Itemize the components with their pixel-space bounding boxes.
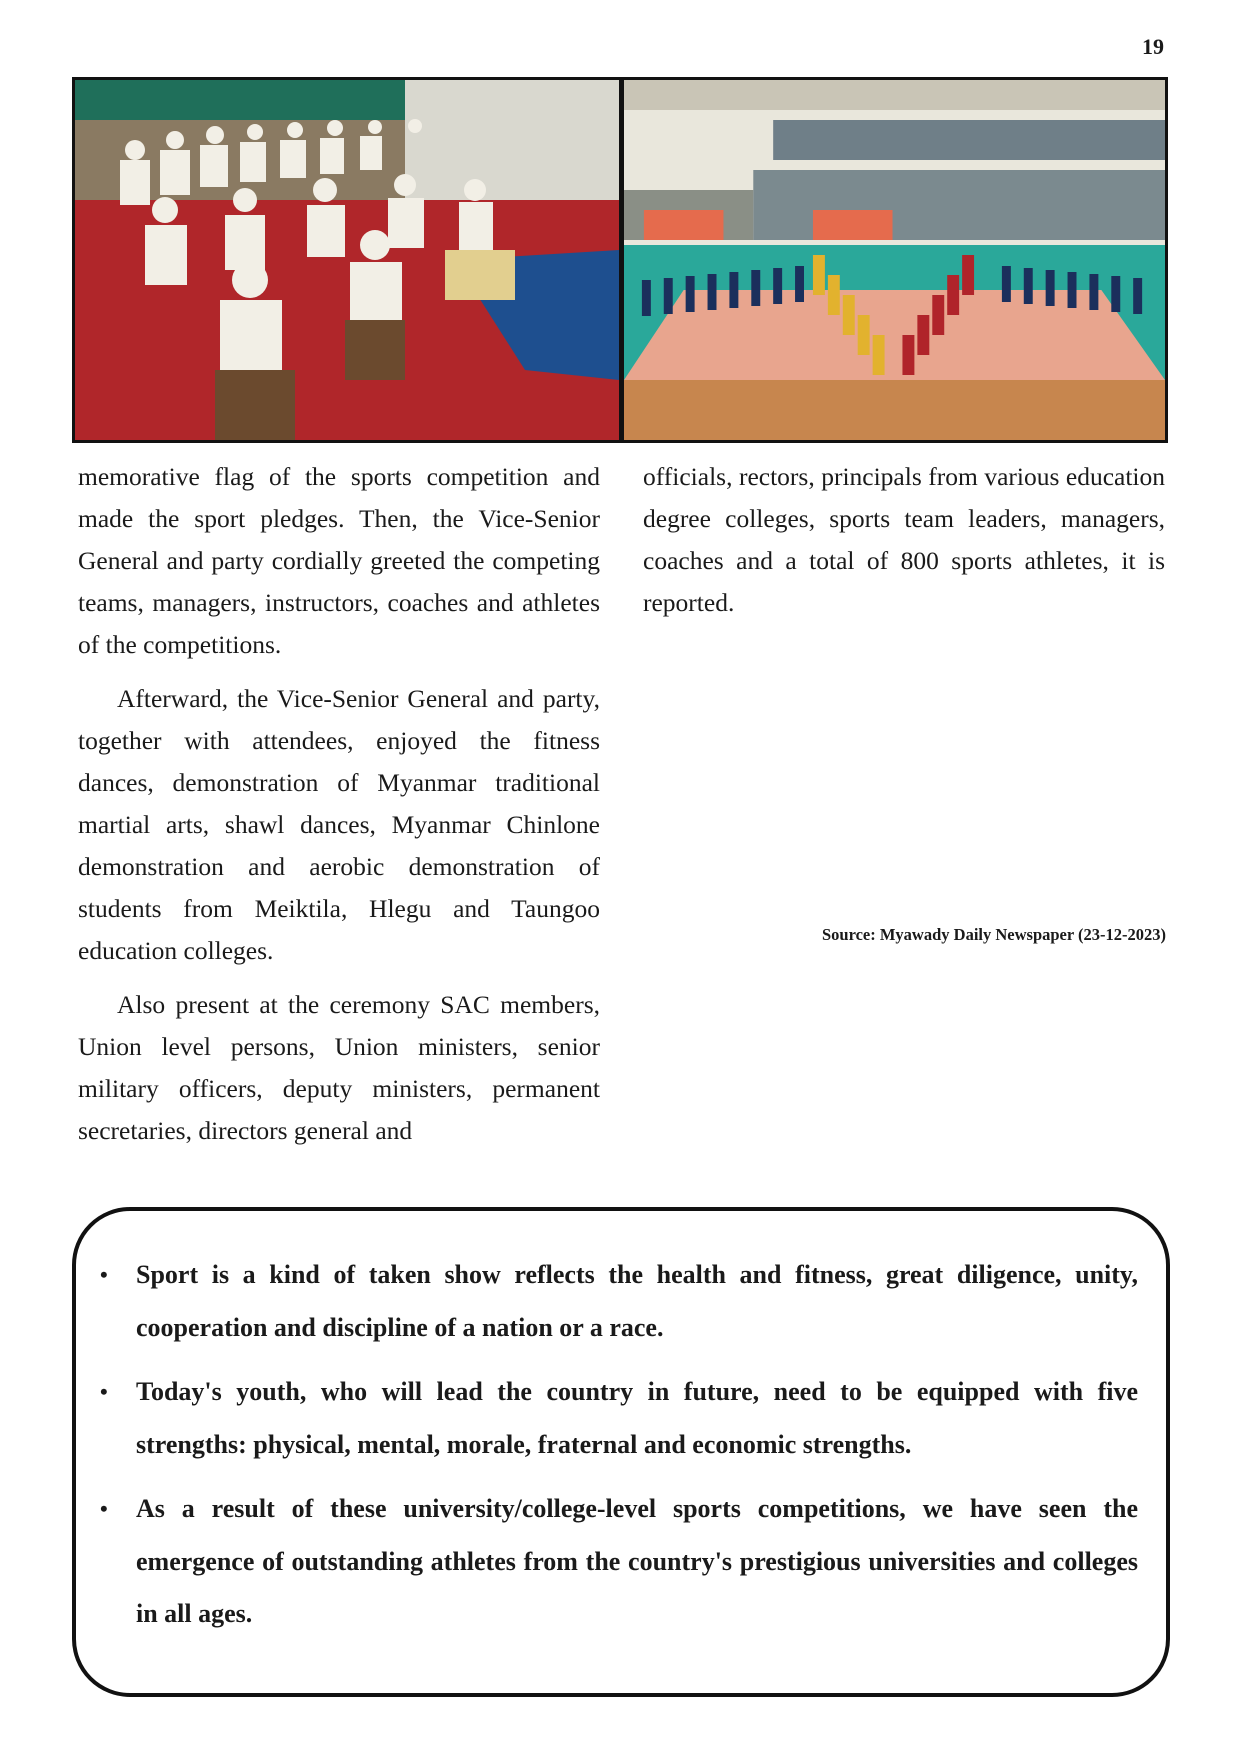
article-column-right xyxy=(643,456,1165,636)
photo-officials-seated-audience-icon xyxy=(75,80,619,440)
photo-officials-seated xyxy=(75,80,619,440)
article-column-left xyxy=(78,456,600,1164)
source-citation: Source: Myawady Daily Newspaper (23-12-2023) xyxy=(821,925,1166,944)
photo-athletes-formation xyxy=(624,80,1165,440)
photo-strip xyxy=(72,77,1168,443)
article-paragraph: officials, rectors, principals from various education degree colleges, sports team leaders, managers, coaches and a total of 800 sports athletes, it is reported. xyxy=(643,462,1165,617)
key-point-item xyxy=(100,1483,1138,1641)
key-point-text: Sport is a kind of taken show reflects the health and fitness, great diligence, unity, cooperation and discipline of a nation or a race. xyxy=(136,1260,1138,1342)
key-points-list xyxy=(76,1211,1166,1641)
bullet-icon: • xyxy=(100,1262,108,1287)
key-point-item xyxy=(100,1249,1138,1354)
key-points-box xyxy=(72,1207,1170,1697)
key-point-text: As a result of these university/college-level sports competitions, we have seen the emergence of outstanding athletes from the country's prestigious universities and colleges in all ages. xyxy=(136,1494,1138,1628)
article-paragraph: memorative flag of the sports competition and made the sport pledges. Then, the Vice-Senior General and party cordially greeted the competing teams, managers, instructors, coaches and athletes of the competitions. xyxy=(78,462,600,659)
key-point-text: Today's youth, who will lead the country in future, need to be equipped with five strengths: physical, mental, morale, fraternal and economic strengths. xyxy=(136,1377,1138,1459)
bullet-icon: • xyxy=(100,1379,108,1404)
article-paragraph: Also present at the ceremony SAC members, Union level persons, Union ministers, senior military officers, deputy ministers, permanent secretaries, directors general and xyxy=(78,990,600,1145)
key-point-item xyxy=(100,1366,1138,1471)
page-number: 19 xyxy=(1142,34,1164,59)
photo-athletes-formation-gym-icon xyxy=(624,80,1165,440)
bullet-icon: • xyxy=(100,1496,108,1521)
article-paragraph: Afterward, the Vice-Senior General and party, together with attendees, enjoyed the fitness dances, demonstration of Myanmar traditional martial arts, shawl dances, Myanmar Chinlone demonstration and aerobic demonstration of students from Meiktila, Hlegu and Taungoo education colleges. xyxy=(78,684,600,965)
